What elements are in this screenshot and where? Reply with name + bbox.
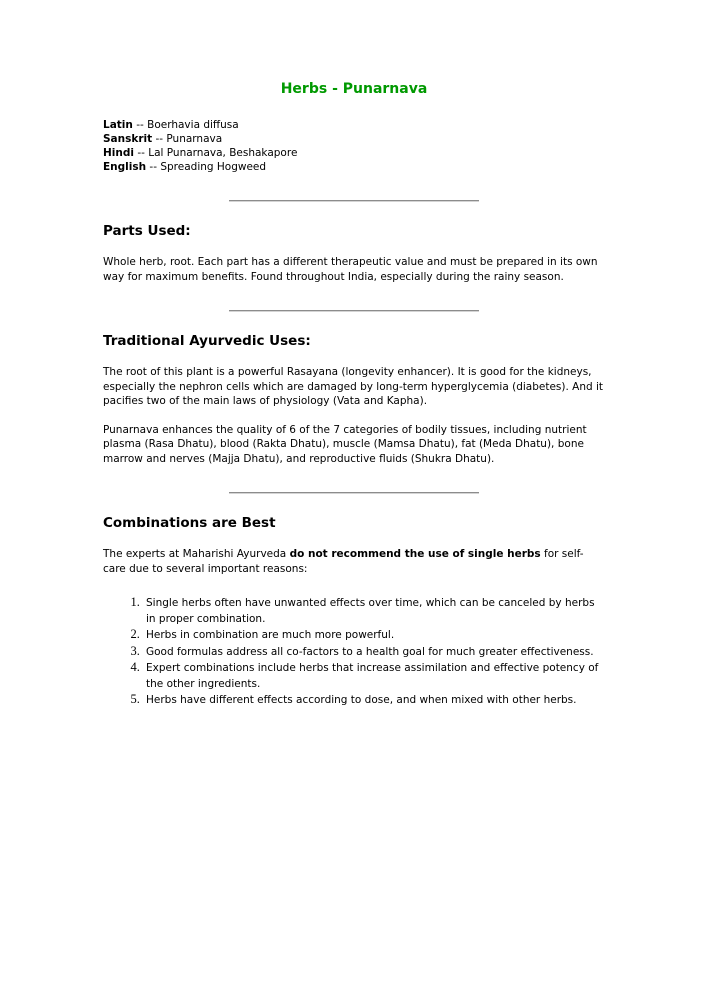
section-heading-combinations: Combinations are Best <box>103 515 276 531</box>
herb-name-value: -- Spreading Hogweed <box>146 161 267 173</box>
combinations-intro <box>103 547 605 576</box>
combinations-intro-bold: do not recommend the use of single herbs <box>289 548 541 560</box>
combinations-intro-suffix: for self-care due to several important reasons: <box>103 548 584 575</box>
section-divider <box>229 200 479 202</box>
ayurvedic-uses-para-2: Punarnava enhances the quality of 6 of the 7 categories of bodily tissues, including nutrient plasma (Rasa Dhatu), blood (Rakta Dhatu), muscle (Mamsa Dhatu), fat (Meda Dhatu), bone marrow and nerves (Majja Dhatu), and reproductive fluids (Shukra Dhatu). <box>103 423 587 465</box>
herb-name-label: Latin <box>103 119 133 131</box>
parts-used-text: Whole herb, root. Each part has a different therapeutic value and must be prepared in its own way for maximum benefits. Found throughout India, especially during the rainy season. <box>103 256 598 283</box>
herb-name-value: -- Punarnava <box>152 133 223 145</box>
herb-name-label: Hindi <box>103 147 134 159</box>
reason-item: 4. Expert combinations include herbs that increase assimilation and effective potency of the other ingredients. <box>143 660 605 692</box>
herb-name-label: English <box>103 161 147 173</box>
section-divider <box>229 310 479 312</box>
herb-name-row-sanskrit <box>103 132 605 146</box>
reason-item: 3. Good formulas address all co-factors to a health goal for much greater effectiveness. <box>143 644 605 661</box>
ayurvedic-uses-para-1: The root of this plant is a powerful Rasayana (longevity enhancer). It is good for the kidneys, especially the nephron cells which are damaged by long-term hyperglycemia (diabetes). And it pacifies two of the main laws of physiology (Vata and Kapha). <box>103 366 604 407</box>
reason-item: 2. Herbs in combination are much more powerful. <box>143 627 605 644</box>
herb-name-value: -- Boerhavia diffusa <box>132 119 239 131</box>
section-divider <box>229 492 479 494</box>
document-page <box>103 0 605 709</box>
page-title: Herbs - Punarnava <box>280 81 428 97</box>
reasons-list <box>103 595 605 709</box>
reason-item: 1. Single herbs often have unwanted effects over time, which can be canceled by herbs in proper combination. <box>143 595 605 627</box>
herb-name-value: -- Lal Punarnava, Beshakapore <box>133 147 298 159</box>
section-heading-ayurvedic-uses: Traditional Ayurvedic Uses: <box>103 333 311 349</box>
herb-name-row-hindi <box>103 146 605 160</box>
herb-name-row-english <box>103 160 605 174</box>
reason-item: 5. Herbs have different effects according to dose, and when mixed with other herbs. <box>143 692 605 709</box>
combinations-intro-prefix: The experts at Maharishi Ayurveda <box>103 548 290 560</box>
herb-names-block <box>103 118 605 174</box>
section-heading-parts-used: Parts Used: <box>103 223 191 239</box>
herb-name-row-latin <box>103 118 605 132</box>
herb-name-label: Sanskrit <box>103 133 153 145</box>
